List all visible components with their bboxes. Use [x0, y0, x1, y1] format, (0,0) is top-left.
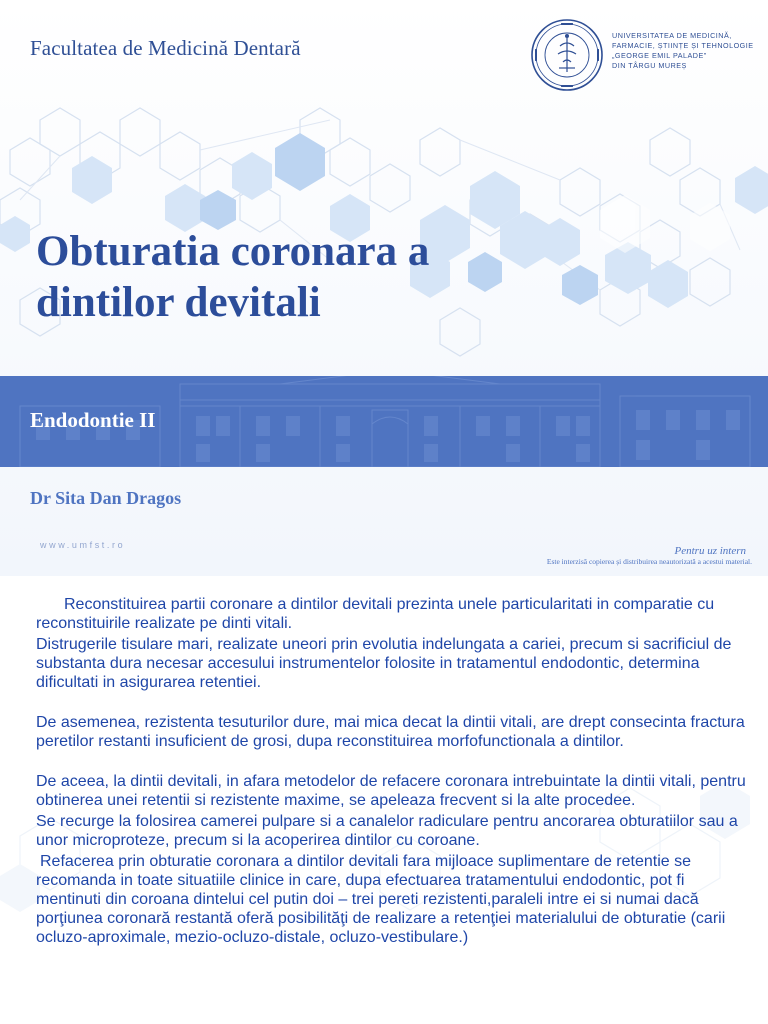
course-name: Endodontie II — [30, 408, 156, 432]
presentation-title — [36, 226, 596, 328]
title-line-2: dintilor devitali — [36, 279, 321, 326]
university-line-1: UNIVERSITATEA DE MEDICINĂ, — [612, 31, 732, 40]
text-slide — [0, 576, 768, 1024]
paragraph-5: Se recurge la folosirea camerei pulpare si a canalelor radiculare pentru ancorarea obturatiilor sau a unor microproteze, precum si la acoperirea dintilor cu coroane. — [36, 813, 738, 849]
university-seal-logo — [530, 18, 604, 92]
paragraph-3: De asemenea, rezistenta tesuturilor dure, mai mica decat la dintii vitali, are drept consecinta fractura peretilor restanti insuficient de grosi, dupa reconstituirea morfofunctionala a dintilor. — [36, 714, 745, 750]
internal-use-note: Pentru uz intern — [674, 545, 746, 557]
paragraph-4: De aceea, la dintii devitali, in afara metodelor de refacere coronara intrebuintate la dintii vitali, pentru obtinerea unei retentii si rezistente maxime, se apeleaza frecvent si la alte procedee. — [36, 773, 746, 809]
website-link[interactable]: www.umfst.ro — [40, 540, 126, 550]
title-line-1: Obturatia coronara a — [36, 228, 430, 275]
slide-body-text — [36, 595, 748, 947]
university-line-4: DIN TÂRGU MUREȘ — [612, 61, 687, 70]
author-name: Dr Sita Dan Dragos — [30, 488, 182, 508]
university-name — [612, 31, 768, 71]
paragraph-2: Distrugerile tisulare mari, realizate uneori prin evolutia indelungata a cariei, precum si sacrificiul de substanta dura necesar accesului instrumentelor folosite in tratamentul endodontic, determina dificultati in asigurarea retentiei. — [36, 636, 732, 691]
faculty-name: Facultatea de Medicină Dentară — [30, 36, 301, 60]
copyright-disclaimer: Este interzisă copierea și distribuirea neautorizată a acestui material. — [546, 557, 752, 566]
paragraph-6: Refacerea prin obturatie coronara a dintilor devitali fara mijloace suplimentare de retentie se recomanda in toate situatiile clinice in care, dupa efectuarea tratamentului endodontic, pot fi mentinuti din coroana dintelui cel putin doi – trei pereti rezistenti,paraleli intre ei si numai dacă porţiunea coronară restantă oferă posibilităţi de realizare a retenţiei materialului de obturatie (carii ocluzo-aproximale, mezio-ocluzo-distale, ocluzo-vestibulare.) — [36, 853, 726, 946]
paragraph-1: Reconstituirea partii coronare a dintilor devitali prezinta unele particularitati in comparatie cu reconstituirile realizate pe dinti vitali. — [36, 596, 715, 632]
university-line-3: „GEORGE EMIL PALADE” — [612, 51, 707, 60]
university-line-2: FARMACIE, ȘTIINȚE ȘI TEHNOLOGIE — [612, 41, 754, 50]
